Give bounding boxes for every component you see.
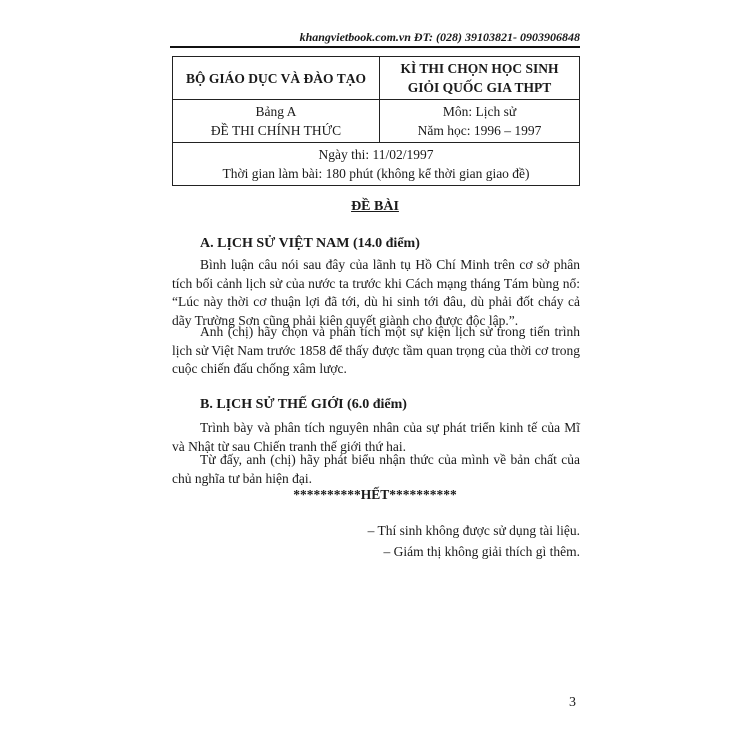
exam-info-table (172, 56, 580, 186)
section-a-paragraph-1: Bình luận câu nói sau đây của lãnh tụ Hồ Chí Minh trên cơ sở phân tích bối cảnh lịch sử của nước ta trước khi Cách mạng tháng Tám bùng nổ: “Lúc này thời cơ thuận lợi đã tới, dù hi sinh tới đâu, dù phải đốt cháy cả dãy Trường Sơn cũng phải kiên quyết giành cho được độc lập.”. (172, 257, 580, 328)
group-official-cell (173, 100, 380, 143)
exam-name-cell: KÌ THI CHỌN HỌC SINH GIỎI QUỐC GIA THPT (380, 57, 580, 100)
note-no-explanation: – Giám thị không giải thích gì thêm. (383, 544, 580, 559)
header-divider (170, 46, 580, 48)
subject: Môn: Lịch sử (442, 104, 517, 119)
exam-date: Ngày thi: 11/02/1997 (318, 147, 434, 162)
official-label: ĐỀ THI CHÍNH THỨC (210, 123, 342, 138)
page-title: ĐỀ BÀI (351, 199, 399, 214)
section-b-heading: B. LỊCH SỬ THẾ GIỚI (6.0 điểm) (200, 397, 407, 412)
page-number: 3 (569, 695, 576, 710)
section-a-heading: A. LỊCH SỬ VIỆT NAM (14.0 điểm) (200, 236, 420, 251)
school-year: Năm học: 1996 – 1997 (417, 123, 542, 138)
end-marker: **********HẾT********** (293, 487, 457, 502)
note-no-documents: – Thí sinh không được sử dụng tài liệu. (367, 523, 580, 538)
section-a-paragraph-2: Anh (chị) hãy chọn và phân tích một sự kiện lịch sử trong tiến trình lịch sử Việt Nam trước 1858 để thấy được tầm quan trọng của thời cơ trong cuộc chiến đấu chống xâm lược. (172, 324, 580, 376)
exam-duration: Thời gian làm bài: 180 phút (không kể thời gian giao đề) (222, 166, 530, 181)
section-b-paragraph-1: Trình bày và phân tích nguyên nhân của sự phát triển kinh tế của Mĩ và Nhật từ sau Chiến tranh thế giới thứ hai. (172, 420, 580, 454)
subject-year-cell (380, 100, 580, 143)
date-duration-cell (173, 143, 580, 186)
ministry-cell: BỘ GIÁO DỤC VÀ ĐÀO TẠO (173, 57, 380, 100)
source-header: khangvietbook.com.vn ĐT: (028) 39103821- 0903906848 (299, 30, 580, 44)
section-b-paragraph-2: Từ đấy, anh (chị) hãy phát biểu nhận thức của mình về bản chất của chủ nghĩa tư bản hiện đại. (172, 452, 580, 486)
exam-group: Bảng A (255, 104, 297, 119)
